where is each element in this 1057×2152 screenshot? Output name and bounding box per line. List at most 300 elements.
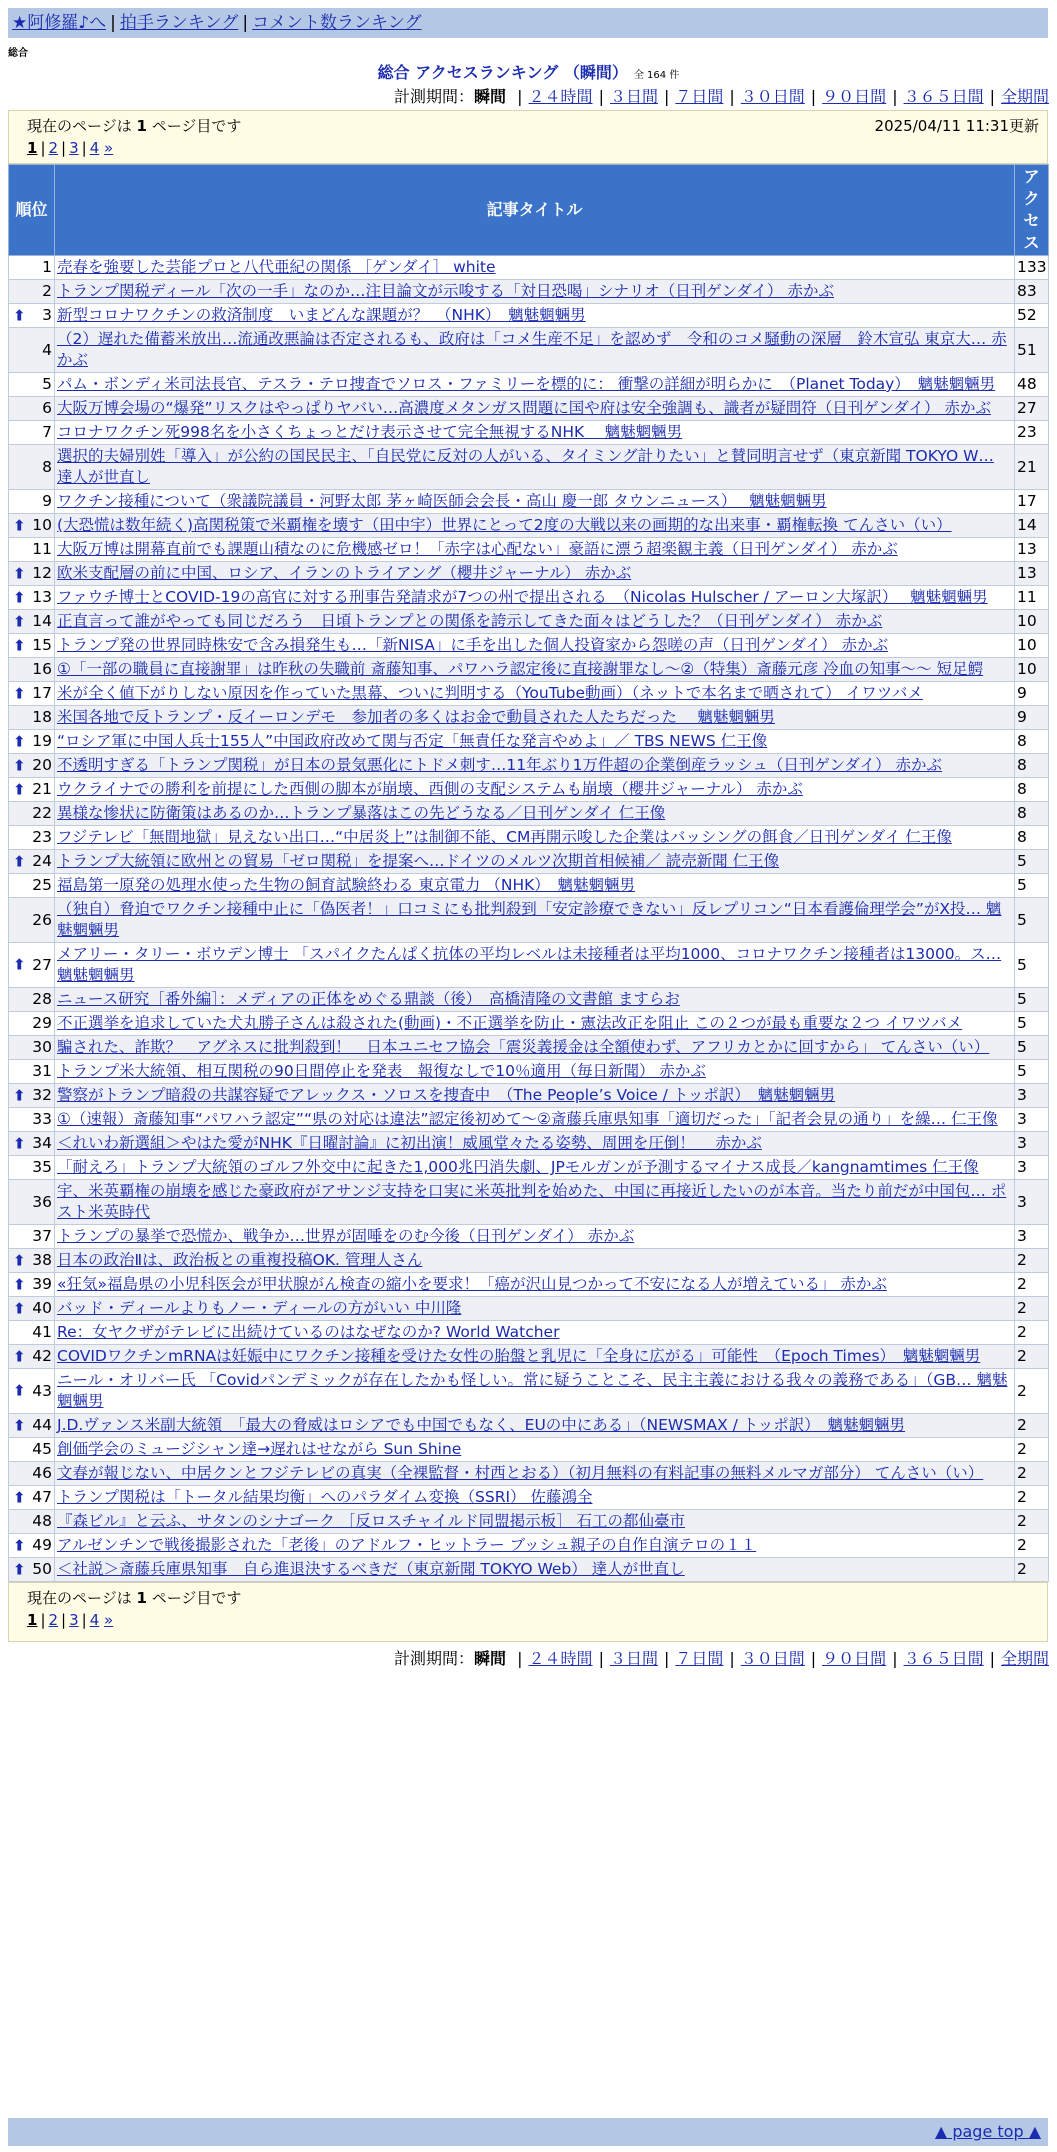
article-link[interactable]: フジテレビ「無間地獄」見えない出口…“中居炎上”は制御不能、CM再開示唆した企業はバッシングの餌食／日刊ゲンダイ 仁王像 [57, 828, 952, 846]
rank-number: 8 [42, 457, 52, 476]
title-cell [55, 304, 1015, 328]
access-count: 11 [1015, 586, 1049, 610]
title-cell [55, 874, 1015, 898]
rank-cell [9, 421, 55, 445]
up-arrow-icon: ⬆ [13, 1536, 26, 1554]
access-count: 8 [1015, 802, 1049, 826]
table-row [9, 1414, 1049, 1438]
access-count: 5 [1015, 943, 1049, 988]
table-row [9, 634, 1049, 658]
rank-number: 40 [32, 1299, 52, 1317]
table-row [9, 514, 1049, 538]
table-row [9, 490, 1049, 514]
rank-cell [9, 1510, 55, 1534]
rank-number: 23 [32, 828, 52, 846]
period-option[interactable]: ３６５日間 [903, 1649, 984, 1668]
article-link[interactable]: 米が全く値下がりしない原因を作っていた黒幕、ついに判明する（YouTube動画）（ネットで本名まで晒されて） イワツバメ [57, 684, 923, 702]
table-row [9, 1060, 1049, 1084]
table-row [9, 730, 1049, 754]
title-cell [55, 445, 1015, 490]
up-arrow-icon: ⬆ [13, 1086, 26, 1104]
table-row [9, 706, 1049, 730]
title-cell [55, 1558, 1015, 1582]
article-link[interactable]: 文春が報じない、中居クンとフジテレビの真実（全裸監督・村西とおる）（初月無料の有料記事の無料メルマガ部分） てんさい（い） [57, 1464, 984, 1482]
rank-cell [9, 802, 55, 826]
article-link[interactable]: «狂気»福島県の小児科医会が甲状腺がん検査の縮小を要求！「癌が沢山見つかって不安になる人が増えている」 赤かぶ [57, 1275, 887, 1293]
article-link[interactable]: トランプ米大統領、相互関税の90日間停止を発表 報復なしで10％適用（毎日新聞） 赤かぶ [57, 1062, 706, 1080]
rank-number: 1 [42, 258, 52, 276]
category-label: 総合 [8, 48, 28, 59]
page-link[interactable]: 3 [69, 139, 79, 157]
page-current: 1 [27, 1611, 38, 1629]
rank-cell [9, 280, 55, 304]
title-cell [55, 634, 1015, 658]
period-option[interactable]: ９０日間 [822, 1649, 887, 1668]
table-row [9, 1273, 1049, 1297]
access-count: 2 [1015, 1297, 1049, 1321]
rank-number: 16 [32, 660, 52, 678]
title-cell [55, 514, 1015, 538]
rank-cell [9, 874, 55, 898]
article-link[interactable]: 騙された、詐欺？ アグネスに批判殺到！ 日本ユニセフ協会「震災義援金は全額使わず、アフリカとかに回すから」 てんさい（い） [57, 1038, 990, 1056]
period-option[interactable]: ３０日間 [740, 87, 805, 106]
page-title [0, 60, 1057, 83]
access-count: 5 [1015, 988, 1049, 1012]
access-count: 5 [1015, 1012, 1049, 1036]
access-count: 23 [1015, 421, 1049, 445]
title-cell [55, 397, 1015, 421]
up-arrow-icon: ⬆ [13, 516, 26, 534]
rank-number: 45 [32, 1440, 52, 1458]
top-nav-bar: ★阿修羅♪へ | 拍手ランキング | コメント数ランキング [8, 8, 1048, 38]
header-rank: 順位 [9, 165, 55, 256]
period-option[interactable]: ９０日間 [822, 87, 887, 106]
page-top-link[interactable]: ▲ page top ▲ [934, 2122, 1041, 2141]
applause-ranking-link[interactable]: 拍手ランキング [119, 13, 239, 33]
table-row [9, 538, 1049, 562]
table-row [9, 1297, 1049, 1321]
up-arrow-icon: ⬆ [13, 1251, 26, 1269]
access-count: 2 [1015, 1273, 1049, 1297]
table-row [9, 1438, 1049, 1462]
title-cell [55, 682, 1015, 706]
current-page-text: 現在のページは 1 ページ目です [27, 117, 242, 135]
rank-cell [9, 610, 55, 634]
rank-cell [9, 1321, 55, 1345]
table-row [9, 1486, 1049, 1510]
rank-cell [9, 850, 55, 874]
bottom-bar [8, 2118, 1048, 2146]
rank-number: 44 [32, 1416, 52, 1434]
article-link[interactable]: ワクチン接種について（衆議院議員・河野太郎 茅ヶ崎医師会会長・高山 慶一郎 タウンニュース） 魑魅魍魎男 [57, 492, 827, 510]
rank-number: 25 [32, 876, 52, 894]
article-link[interactable]: （独自）脅迫でワクチン接種中止に「偽医者！」口コミにも批判殺到「安定診療できない」反レプリコン“日本看護倫理学会”がX投… 魑魅魍魎男 [57, 900, 1002, 939]
article-link[interactable]: トランプ発の世界同時株安で含み損発生も…「新NISA」に手を出した個人投資家から怨嗟の声（日刊ゲンダイ） 赤かぶ [57, 636, 889, 654]
period-option[interactable]: ７日間 [675, 1649, 724, 1668]
title-cell [55, 850, 1015, 874]
rank-cell [9, 1486, 55, 1510]
title-cell [55, 1297, 1015, 1321]
table-row [9, 1369, 1049, 1414]
table-row [9, 778, 1049, 802]
article-link[interactable]: ①「一部の職員に直接謝罪」は昨秋の失職前 斎藤知事、パワハラ認定後に直接謝罪なし～②（特集）斎藤元彦 冷血の知事～～ 短足鰐 [57, 660, 984, 678]
article-link[interactable]: 「耐えろ」トランプ大統領のゴルフ外交中に起きた1,000兆円消失劇、JPモルガンが予測するマイナス成長／kangnamtimes 仁王像 [57, 1158, 979, 1176]
table-row [9, 328, 1049, 373]
title-cell [55, 658, 1015, 682]
article-link[interactable]: 大阪万博は開幕直前でも課題山積なのに危機感ゼロ！「赤字は心配ない」豪語に漂う超楽観主義（日刊ゲンダイ） 赤かぶ [57, 540, 898, 558]
rank-cell [9, 1132, 55, 1156]
article-link[interactable]: ウクライナでの勝利を前提にした西側の脚本が崩壊、西側の支配システムも崩壊（櫻井ジャーナル） 赤かぶ [57, 780, 803, 798]
title-cell [55, 1510, 1015, 1534]
page-link[interactable]: 4 [89, 139, 100, 157]
title-cell [55, 1321, 1015, 1345]
up-arrow-icon: ⬆ [13, 1416, 26, 1434]
rank-cell [9, 562, 55, 586]
access-count: 10 [1015, 658, 1049, 682]
rank-cell [9, 1414, 55, 1438]
up-arrow-icon: ⬆ [13, 1134, 26, 1152]
title-cell [55, 730, 1015, 754]
article-link[interactable]: 創価学会のミュージシャン達→遅れはせながら Sun Shine [57, 1440, 462, 1458]
table-row [9, 874, 1049, 898]
rank-number: 15 [32, 636, 52, 654]
access-count: 17 [1015, 490, 1049, 514]
article-link[interactable]: 日本の政治Ⅱは、政治板との重複投稿OK. 管理人さん [57, 1251, 423, 1269]
title-cell [55, 1345, 1015, 1369]
title-cell [55, 1180, 1015, 1225]
period-option[interactable]: ３０日間 [740, 1649, 805, 1668]
access-count: 8 [1015, 778, 1049, 802]
article-link[interactable]: 新型コロナワクチンの救済制度 いまどんな課題が？ （NHK） 魑魅魍魎男 [57, 306, 586, 324]
table-row [9, 1462, 1049, 1486]
table-row [9, 1012, 1049, 1036]
table-row [9, 754, 1049, 778]
title-cell [55, 943, 1015, 988]
rank-cell [9, 1108, 55, 1132]
title-cell [55, 802, 1015, 826]
rank-cell [9, 1438, 55, 1462]
table-row [9, 943, 1049, 988]
access-count: 2 [1015, 1438, 1049, 1462]
rank-number: 30 [32, 1038, 52, 1056]
article-link[interactable]: 正直言って誰がやっても同じだろう 日頃トランプとの関係を誇示してきた面々はどうした？（日刊ゲンダイ） 赤かぶ [57, 612, 883, 630]
table-row [9, 898, 1049, 943]
access-count: 10 [1015, 634, 1049, 658]
article-link[interactable]: 異様な惨状に防衛策はあるのか…トランプ暴落はこの先どうなる／日刊ゲンダイ 仁王像 [57, 804, 666, 822]
rank-number: 33 [32, 1110, 52, 1128]
rank-cell [9, 1534, 55, 1558]
table-row [9, 1345, 1049, 1369]
pager-top [8, 110, 1048, 164]
title-cell [55, 538, 1015, 562]
rank-number: 9 [42, 492, 52, 510]
article-link[interactable]: 警察がトランプ暗殺の共謀容疑でアレックス・ソロスを捜査中 （The People’s Voice / トッポ訳） 魑魅魍魎男 [57, 1086, 836, 1104]
rank-cell [9, 1462, 55, 1486]
article-link[interactable]: パム・ボンディ米司法長官、テスラ・テロ捜査でソロス・ファミリーを標的に： 衝撃の詳細が明らかに （Planet Today） 魑魅魍魎男 [57, 375, 996, 393]
rank-cell [9, 988, 55, 1012]
article-link[interactable]: トランプ大統領に欧州との貿易「ゼロ関税」を提案へ…ドイツのメルツ次期首相候補／ 読売新聞 仁王像 [57, 852, 780, 870]
rank-number: 6 [42, 399, 52, 417]
article-link[interactable]: コロナワクチン死998名を小さくちょっとだけ表示させて完全無視するNHK 魑魅魍魎男 [57, 423, 683, 441]
access-count: 8 [1015, 826, 1049, 850]
table-row [9, 1534, 1049, 1558]
article-link[interactable]: 不透明すぎる「トランプ関税」が日本の景気悪化にトドメ刺す…11年ぶり1万件超の企業倒産ラッシュ（日刊ゲンダイ） 赤かぶ [57, 756, 943, 774]
table-row [9, 1180, 1049, 1225]
period-option[interactable]: ３日間 [609, 87, 658, 106]
article-link[interactable]: 宇、米英覇権の崩壊を感じた豪政府がアサンジ支持を口実に米英批判を始めた、中国に再接近したいのが本音。当たり前だが中国包… ポスト米英時代 [57, 1182, 1007, 1221]
access-count: 5 [1015, 898, 1049, 943]
rank-number: 29 [32, 1014, 52, 1032]
period-option[interactable]: 全期間 [1000, 87, 1049, 106]
access-count: 5 [1015, 850, 1049, 874]
rank-number: 17 [32, 684, 52, 702]
title-cell [55, 754, 1015, 778]
access-count: 2 [1015, 1345, 1049, 1369]
rank-number: 35 [32, 1158, 52, 1176]
article-link[interactable]: ファウチ博士とCOVID-19の高官に対する刑事告発請求が7つの州で提出される （Nicolas Hulscher / アーロン大塚訳） 魑魅魍魎男 [57, 588, 988, 606]
rank-cell [9, 397, 55, 421]
table-row [9, 826, 1049, 850]
rank-cell [9, 538, 55, 562]
table-row [9, 304, 1049, 328]
table-row [9, 1156, 1049, 1180]
title-cell [55, 1060, 1015, 1084]
rank-cell [9, 730, 55, 754]
table-row [9, 850, 1049, 874]
title-cell [55, 562, 1015, 586]
page-title-text: 総合 アクセスランキング （瞬間） [377, 63, 628, 82]
article-link[interactable]: ニール・オリバー氏 「Covidパンデミックが存在したかも怪しい。常に疑うことこそ、民主主義における我々の義務である」（GB… 魑魅魍魎男 [57, 1371, 1008, 1410]
rank-number: 4 [42, 340, 52, 359]
rank-cell [9, 586, 55, 610]
rank-number: 48 [32, 1512, 52, 1530]
period-option[interactable]: ２４時間 [528, 87, 593, 106]
access-count: 2 [1015, 1462, 1049, 1486]
rank-number: 18 [32, 708, 52, 726]
article-link[interactable]: Re：女ヤクザがテレビに出続けているのはなぜなのか? World Watcher [57, 1323, 560, 1341]
rank-number: 27 [32, 955, 52, 974]
rank-cell [9, 1345, 55, 1369]
title-cell [55, 1132, 1015, 1156]
rank-cell [9, 256, 55, 280]
title-cell [55, 1414, 1015, 1438]
table-row [9, 397, 1049, 421]
article-link[interactable]: トランプの暴挙で恐慌か、戦争か…世界が固唾をのむ今後（日刊ゲンダイ） 赤かぶ [57, 1227, 635, 1245]
rank-cell [9, 898, 55, 943]
table-row [9, 586, 1049, 610]
up-arrow-icon: ⬆ [13, 1560, 26, 1578]
period-option[interactable]: 全期間 [1000, 1649, 1049, 1668]
title-cell [55, 1036, 1015, 1060]
rank-number: 19 [32, 732, 52, 750]
article-link[interactable]: 米国各地で反トランプ・反イーロンデモ 参加者の多くはお金で動員された人たちだった 魑魅魍魎男 [57, 708, 775, 726]
rank-cell [9, 1036, 55, 1060]
table-row [9, 1132, 1049, 1156]
rank-cell [9, 1180, 55, 1225]
page-links: 1 | 2 | 3 | 4 » [27, 139, 114, 157]
title-cell [55, 328, 1015, 373]
rank-number: 24 [32, 852, 52, 870]
rank-cell [9, 1060, 55, 1084]
access-count: 2 [1015, 1414, 1049, 1438]
page-link[interactable]: 2 [48, 1611, 59, 1629]
rank-number: 10 [32, 516, 52, 534]
title-cell [55, 826, 1015, 850]
rank-cell [9, 1225, 55, 1249]
article-link[interactable]: (大恐慌は数年続く)高関税策で米覇権を壊す（田中宇）世界にとって2度の大戦以来の画期的な出来事・覇権転換 てんさい（い） [57, 516, 952, 534]
title-cell [55, 1249, 1015, 1273]
article-link[interactable]: アルゼンチンで戦後撮影された「老後」のアドルフ・ヒットラー ブッシュ親子の自作自演テロの１１ [57, 1536, 757, 1554]
access-count: 21 [1015, 445, 1049, 490]
title-cell [55, 610, 1015, 634]
up-arrow-icon: ⬆ [13, 852, 26, 870]
article-link[interactable]: （2）遅れた備蓄米放出…流通改悪論は否定されるも、政府は「コメ生産不足」を認めず 令和のコメ騒動の深層 鈴木宣弘 東京大… 赤かぶ [57, 330, 1007, 369]
article-link[interactable]: “ロシア軍に中国人兵士155人”中国政府改めて関与否定「無責任な発言やめよ」／ TBS NEWS 仁王像 [57, 732, 768, 750]
title-cell [55, 373, 1015, 397]
rank-cell [9, 445, 55, 490]
access-count: 3 [1015, 1180, 1049, 1225]
table-row [9, 445, 1049, 490]
up-arrow-icon: ⬆ [13, 1275, 26, 1293]
table-row [9, 682, 1049, 706]
access-count: 3 [1015, 1108, 1049, 1132]
rank-number: 2 [42, 282, 52, 300]
article-link[interactable]: 不正選挙を追求していた犬丸勝子さんは殺された(動画)・不正選挙を防止・憲法改正を阻止 この２つが最も重要な２つ イワツバメ [57, 1014, 963, 1032]
table-row [9, 802, 1049, 826]
up-arrow-icon: ⬆ [13, 1347, 26, 1365]
rank-number: 38 [32, 1251, 52, 1269]
title-cell [55, 256, 1015, 280]
up-arrow-icon: ⬆ [13, 1381, 26, 1400]
article-link[interactable]: 選択的夫婦別姓「導入」が公約の国民民主、「自民党に反対の人がいる、タイミング計りたい」と賛同明言せず（東京新聞 TOKYO W… 達人が世直し [57, 447, 994, 486]
rank-cell [9, 373, 55, 397]
page-link[interactable]: 2 [48, 139, 59, 157]
rank-cell [9, 514, 55, 538]
table-row [9, 658, 1049, 682]
rank-number: 11 [32, 540, 52, 558]
period-current: 瞬間 [474, 87, 507, 106]
table-row [9, 610, 1049, 634]
title-cell [55, 421, 1015, 445]
rank-number: 46 [32, 1464, 52, 1482]
article-link[interactable]: メアリー・タリー・ボウデン博士 「スパイクたんぱく抗体の平均レベルは未接種者は平均1000、コロナワクチン接種者は13000。ス… 魑魅魍魎男 [57, 945, 1002, 984]
access-count: 133 [1015, 256, 1049, 280]
table-row [9, 1510, 1049, 1534]
access-count: 2 [1015, 1321, 1049, 1345]
period-option[interactable]: ２４時間 [528, 1649, 593, 1668]
rank-number: 34 [32, 1134, 52, 1152]
title-cell [55, 1012, 1015, 1036]
rank-number: 20 [32, 756, 52, 774]
access-count: 9 [1015, 682, 1049, 706]
article-link[interactable]: 福島第一原発の処理水使った生物の飼育試験終わる 東京電力 （NHK） 魑魅魍魎男 [57, 876, 636, 894]
rank-number: 39 [32, 1275, 52, 1293]
title-cell [55, 778, 1015, 802]
period-current: 瞬間 [474, 1649, 507, 1668]
rank-cell [9, 328, 55, 373]
rank-number: 28 [32, 990, 52, 1008]
rank-number: 49 [32, 1536, 52, 1554]
next-page-link[interactable]: » [104, 1611, 114, 1629]
access-count: 5 [1015, 1060, 1049, 1084]
article-link[interactable]: トランプ関税は「トータル結果均衡」へのパラダイム変換（SSRI） 佐藤鴻全 [57, 1488, 593, 1506]
rank-cell [9, 1156, 55, 1180]
page-link[interactable]: 4 [89, 1611, 100, 1629]
rank-number: 31 [32, 1062, 52, 1080]
title-cell [55, 706, 1015, 730]
title-cell [55, 1225, 1015, 1249]
article-link[interactable]: ①（速報）斎藤知事“パワハラ認定”“県の対応は違法”認定後初めて～②斎藤兵庫県知事「適切だった」「記者会見の通り」を繰… 仁王像 [57, 1110, 998, 1128]
up-arrow-icon: ⬆ [13, 756, 26, 774]
table-row [9, 1108, 1049, 1132]
title-cell [55, 988, 1015, 1012]
rank-cell [9, 634, 55, 658]
rank-cell [9, 943, 55, 988]
access-count: 14 [1015, 514, 1049, 538]
rank-cell [9, 1012, 55, 1036]
rank-cell [9, 826, 55, 850]
home-link[interactable]: ★阿修羅♪へ [12, 13, 107, 33]
table-row [9, 421, 1049, 445]
article-link[interactable]: J.D.ヴァンス米副大統領 「最大の脅威はロシアでも中国でもなく、EUの中にある」（NEWSMAX / トッポ訳） 魑魅魍魎男 [57, 1416, 906, 1434]
article-link[interactable]: 『森ビル』と云ふ、サタンのシナゴーク ［反ロスチャイルド同盟掲示板］ 石工の都仙臺市 [57, 1512, 685, 1530]
rank-cell [9, 1558, 55, 1582]
article-link[interactable]: ニュース研究［番外編］：メディアの正体をめぐる鼎談（後） 高橋清隆の文書館 ますらお [57, 990, 680, 1008]
article-link[interactable]: ＜れいわ新選組＞やはた愛がNHK『日曜討論』に初出演！威風堂々たる姿勢、周囲を圧倒！ 赤かぶ [57, 1134, 762, 1152]
article-link[interactable]: COVIDワクチンmRNAは妊娠中にワクチン接種を受けた女性の胎盤と乳児に「全身に広がる」可能性 （Epoch Times） 魑魅魍魎男 [57, 1347, 981, 1365]
up-arrow-icon: ⬆ [13, 732, 26, 750]
article-link[interactable]: 大阪万博会場の“爆発”リスクはやっぱりヤバい…高濃度メタンガス問題に国や府は安全強調も、識者が疑問符（日刊ゲンダイ） 赤かぶ [57, 399, 991, 417]
article-link[interactable]: ＜社説＞斎藤兵庫県知事 自ら進退決するべきだ（東京新聞 TOKYO Web） 達人が世直し [57, 1560, 685, 1578]
access-count: 3 [1015, 1132, 1049, 1156]
rank-cell [9, 304, 55, 328]
total-count: 全 164 件 [633, 70, 680, 81]
rank-number: 3 [42, 306, 52, 324]
title-cell [55, 898, 1015, 943]
rank-cell [9, 706, 55, 730]
next-page-link[interactable]: » [104, 139, 114, 157]
period-option[interactable]: ３６５日間 [903, 87, 984, 106]
article-link[interactable]: 欧米支配層の前に中国、ロシア、イランのトライアング（櫻井ジャーナル） 赤かぶ [57, 564, 632, 582]
rank-cell [9, 490, 55, 514]
article-link[interactable]: バッド・ディールよりもノー・ディールの方がいい 中川隆 [57, 1299, 462, 1317]
rank-number: 42 [32, 1347, 52, 1365]
rank-number: 43 [32, 1381, 52, 1400]
rank-number: 26 [32, 910, 52, 929]
title-cell [55, 1156, 1015, 1180]
rank-cell [9, 1273, 55, 1297]
period-option[interactable]: ７日間 [675, 87, 724, 106]
comment-ranking-link[interactable]: コメント数ランキング [252, 13, 422, 33]
rank-cell [9, 1084, 55, 1108]
title-cell [55, 490, 1015, 514]
title-cell [55, 1108, 1015, 1132]
access-count: 13 [1015, 538, 1049, 562]
up-arrow-icon: ⬆ [13, 612, 26, 630]
page-link[interactable]: 3 [69, 1611, 79, 1629]
access-count: 2 [1015, 1534, 1049, 1558]
rank-cell [9, 1297, 55, 1321]
rank-number: 41 [32, 1323, 52, 1341]
article-link[interactable]: トランプ関税ディール「次の一手」なのか…注目論文が示唆する「対日恐喝」シナリオ（日刊ゲンダイ） 赤かぶ [57, 282, 834, 300]
rank-number: 7 [42, 423, 52, 441]
rank-number: 12 [32, 564, 52, 582]
updated-timestamp: 2025/04/11 11:31更新 [874, 117, 1039, 135]
pager-bottom [8, 1582, 1048, 1642]
table-row [9, 1249, 1049, 1273]
period-option[interactable]: ３日間 [609, 1649, 658, 1668]
article-link[interactable]: 売春を強要した芸能プロと八代亜紀の関係 ［ゲンダイ］ white [57, 258, 496, 276]
